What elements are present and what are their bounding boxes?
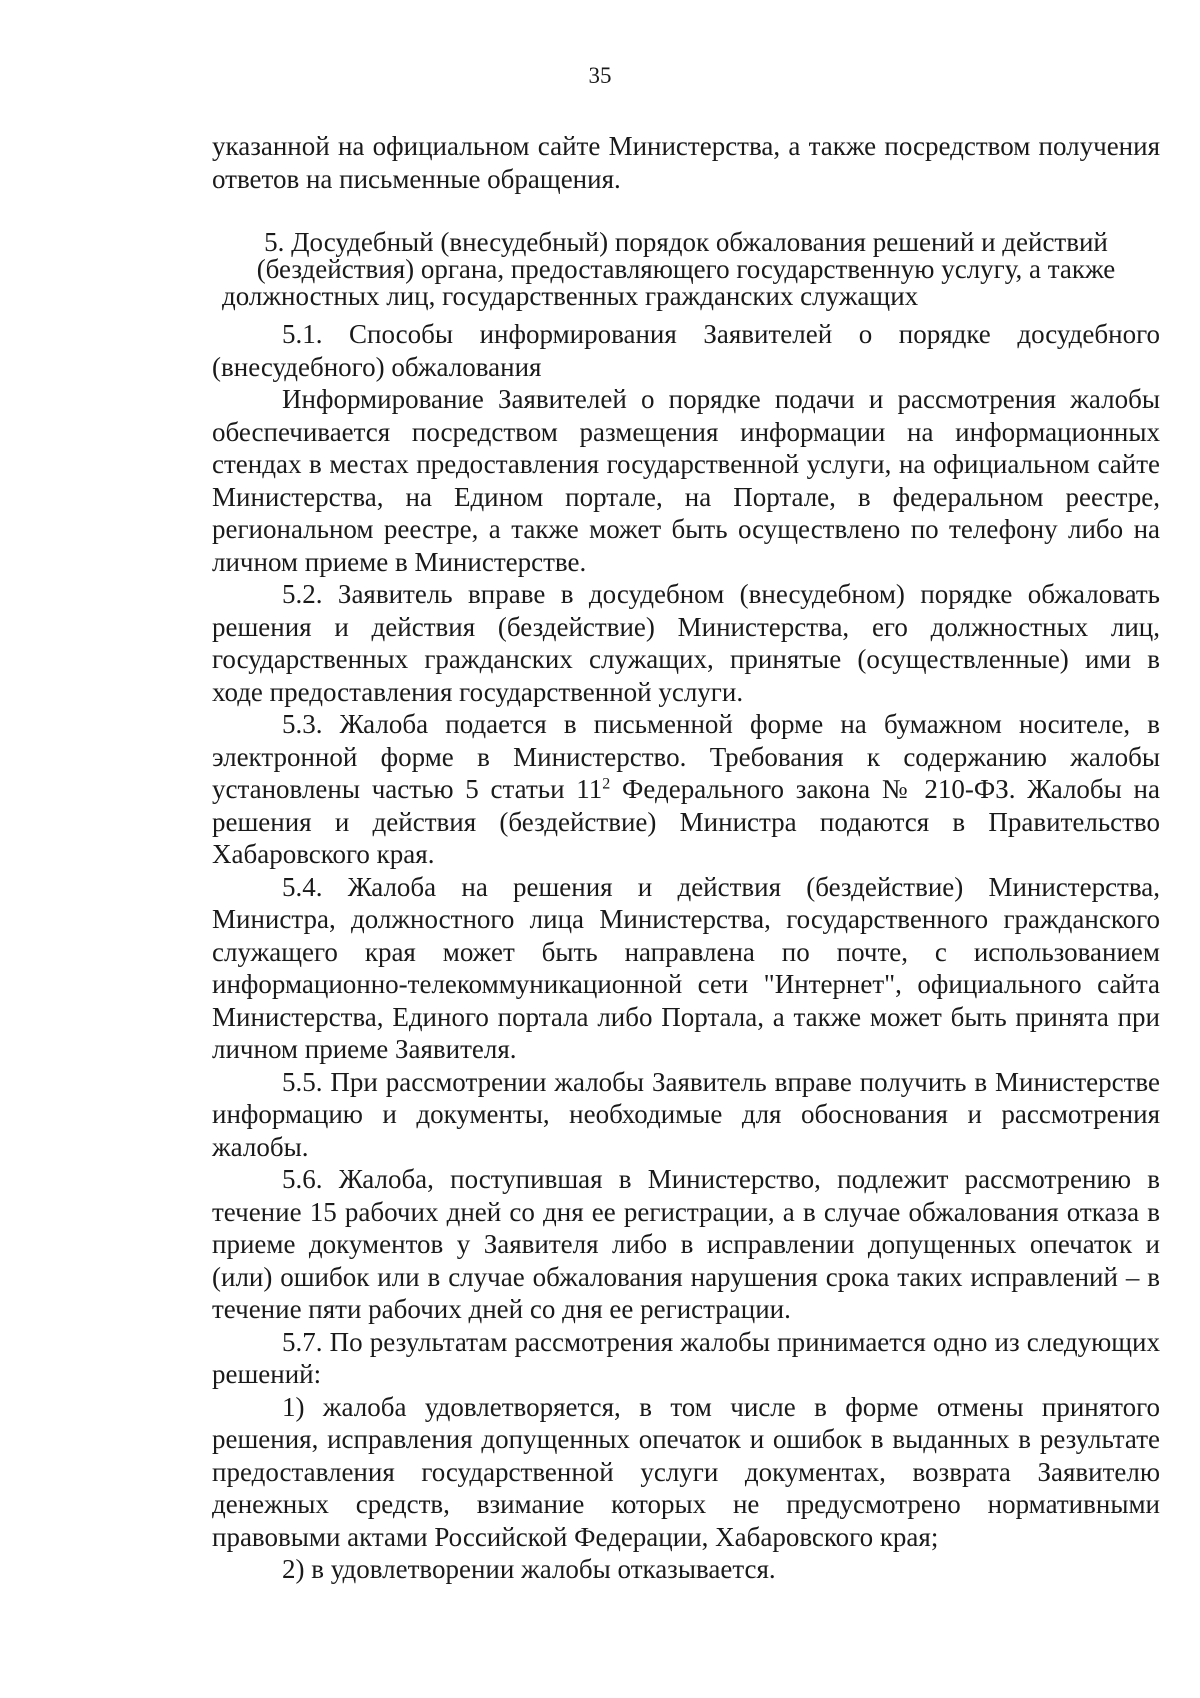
list-item-1: 1) жалоба удовлетворяется, в том числе в форме отмены принятого решения, исправления допущенных опечаток и ошибок в выданных в результате предоставления государственной услуги документах, возврата Заявителю денежных средств, взимание которых не предусмотрено нормативными правовыми актами Российской Федерации, Хабаровского края; xyxy=(212,1391,1160,1552)
paragraph-5-7: 5.7. По результатам рассмотрения жалобы принимается одно из следующих решений: xyxy=(212,1326,1160,1389)
list-item-2: 2) в удовлетворении жалобы отказывается. xyxy=(282,1554,776,1584)
paragraph-5-3-part-a: 5.3. Жалоба подается в письменной форме на бумажном носителе, в электронной форме в Министерство. Требования к содержанию жалобы установлены частью 5 статьи 11 xyxy=(212,709,1160,804)
paragraph-5-1: 5.1. Способы информирования Заявителей о порядке досудебного (внесудебного) обжалования xyxy=(212,319,1160,382)
document-body xyxy=(212,130,1160,1586)
paragraph-5-6: 5.6. Жалоба, поступившая в Министерство, подлежит рассмотрению в течение 15 рабочих дней со дня ее регистрации, а в случае обжалования отказа в приеме документов у Заявителя либо в исправлении допущенных опечаток и (или) ошибок или в случае обжалования нарушения срока таких исправлений – в течение пяти рабочих дней со дня ее регистрации. xyxy=(212,1164,1160,1324)
section-heading: 5. Досудебный (внесудебный) порядок обжалования решений и действий (бездействия) органа, предоставляющего государственную услугу, а также должностных лиц, государственных гражданских служащих xyxy=(222,227,1116,311)
paragraph-5-5: 5.5. При рассмотрении жалобы Заявитель вправе получить в Министерстве информацию и документы, необходимые для обоснования и рассмотрения жалобы. xyxy=(212,1066,1160,1162)
paragraph-5-3 xyxy=(212,708,1160,871)
page-number: 35 xyxy=(588,63,612,88)
superscript: 2 xyxy=(602,775,611,793)
paragraph-5-1-text: Информирование Заявителей о порядке подачи и рассмотрения жалобы обеспечивается посредством размещения информации на информационных стендах в местах предоставления государственной услуги, на официальном сайте Министерства, на Едином портале, на Портале, в федеральном реестре, региональном реестре, а также может быть осуществлено по телефону либо на личном приеме в Министерстве. xyxy=(212,384,1160,577)
paragraph-continuation: указанной на официальном сайте Министерства, а также посредством получения ответов на письменные обращения. xyxy=(212,131,1160,194)
paragraph-5-3-part-b: Федерального закона № 210-ФЗ. Жалобы на решения и действия (бездействие) Министра подаются в Правительство Хабаровского края. xyxy=(212,774,1160,869)
paragraph-5-4: 5.4. Жалоба на решения и действия (бездействие) Министерства, Министра, должностного лица Министерства, государственного гражданского служащего края может быть направлена по почте, с использованием информационно-телекоммуникационной сети "Интернет", официального сайта Министерства, Единого портала либо Портала, а также может быть принята при личном приеме Заявителя. xyxy=(212,871,1160,1064)
paragraph-5-2: 5.2. Заявитель вправе в досудебном (внесудебном) порядке обжаловать решения и действия (бездействие) Министерства, его должностных лиц, государственных гражданских служащих, принятые (осуществленные) ими в ходе предоставления государственной услуги. xyxy=(212,579,1160,707)
